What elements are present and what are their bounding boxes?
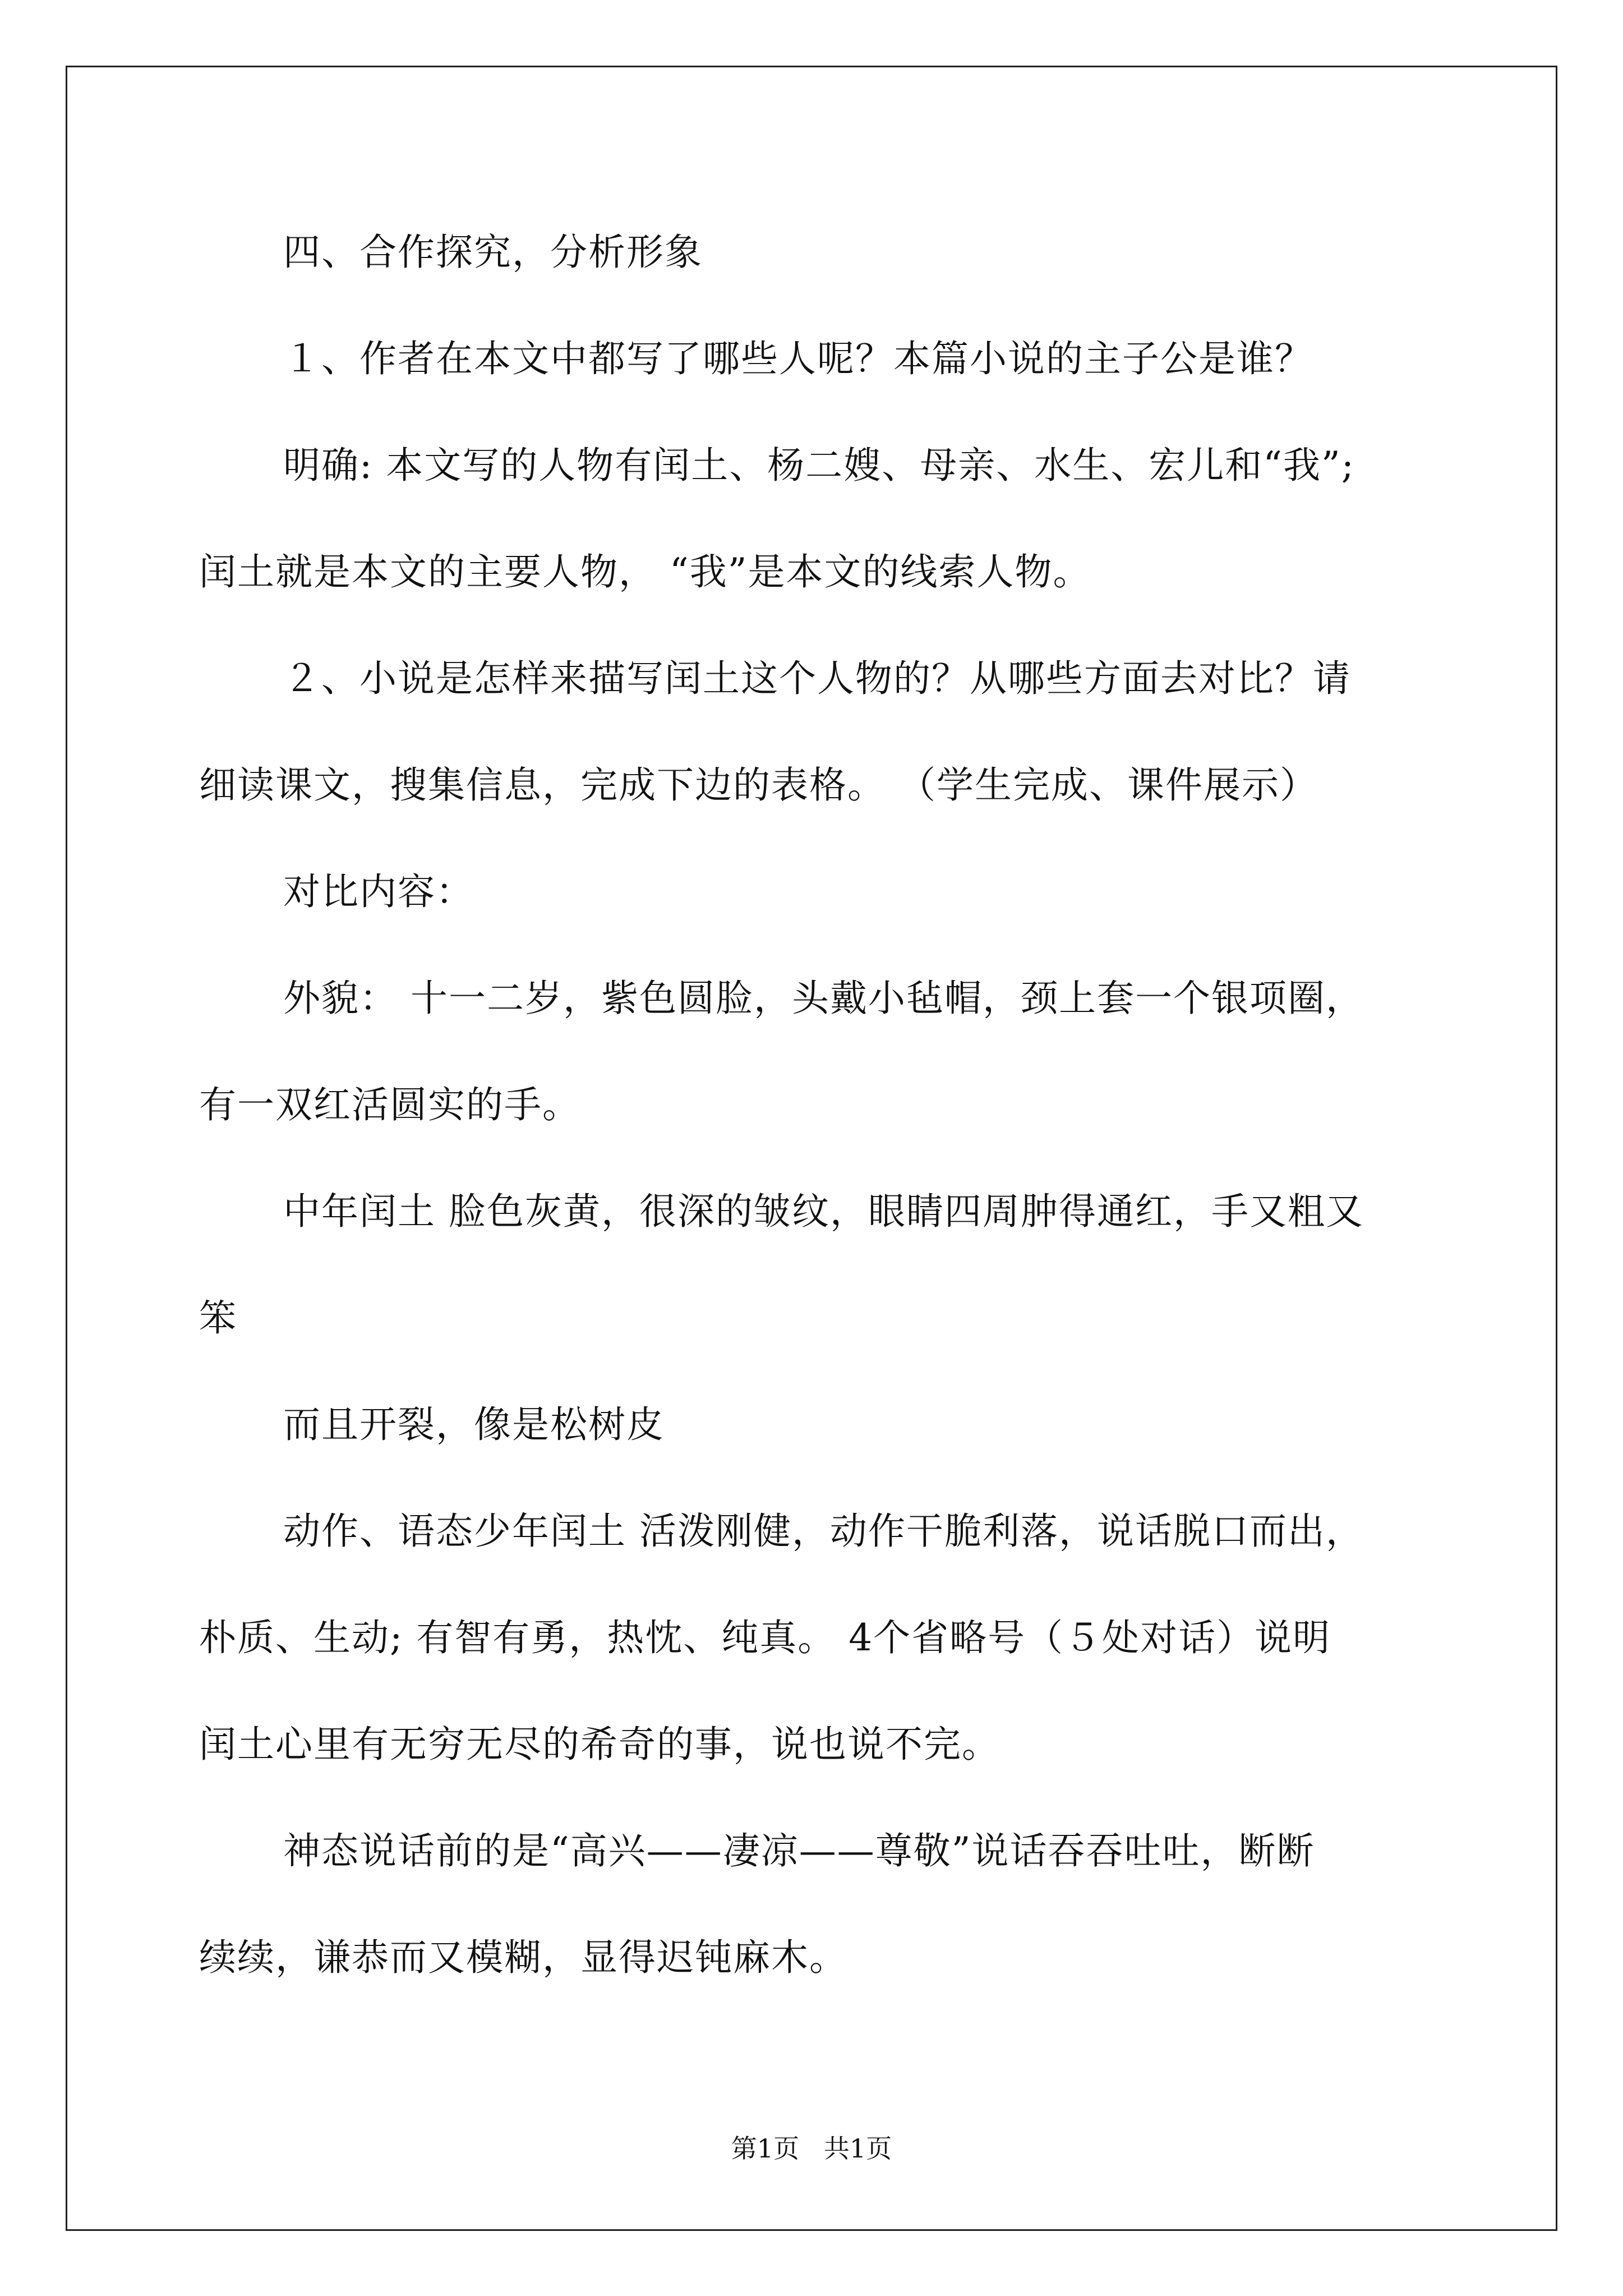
page-number-footer: 第1页 共1页 bbox=[731, 2133, 892, 2164]
middle-aged-line-1: 中年闰土 脸色灰黄，很深的皱纹，眼睛四周肿得通红，手又粗又 bbox=[283, 1190, 1364, 1233]
answer-line-2: 闰土就是本文的主要人物， “我”是本文的线索人物。 bbox=[199, 550, 1091, 593]
action-line-3: 闰土心里有无穷无尽的希奇的事，说也说不完。 bbox=[199, 1723, 1000, 1766]
question-1: １、作者在本文中都写了哪些人呢？本篇小说的主子公是谁？ bbox=[283, 337, 1313, 380]
question-2-line-1: ２、小说是怎样来描写闰土这个人物的？从哪些方面去对比？请 bbox=[283, 657, 1351, 700]
expression-line-2: 续续，谦恭而又模糊，显得迟钝麻木。 bbox=[199, 1936, 847, 1979]
action-line-2: 朴质、生动; 有智有勇，热忱、纯真。 4个省略号（５处对话）说明 bbox=[199, 1616, 1331, 1659]
page-border bbox=[66, 66, 1557, 2231]
comparison-heading: 对比内容： bbox=[283, 870, 474, 913]
section-heading: 四、合作探究，分析形象 bbox=[283, 231, 703, 274]
appearance-line-1: 外貌： 十一二岁，紫色圆脸，头戴小毡帽，颈上套一个银项圈， bbox=[283, 977, 1364, 1020]
expression-line-1: 神态说话前的是“高兴——凄凉——尊敬”说话吞吞吐吐，断断 bbox=[283, 1829, 1315, 1872]
appearance-line-2: 有一双红活圆实的手。 bbox=[199, 1083, 580, 1126]
question-2-line-2: 细读课文，搜集信息，完成下边的表格。 （学生完成、课件展示） bbox=[199, 763, 1318, 807]
answer-line-1: 明确: 本文写的人物有闰土、杨二嫂、母亲、水生、宏儿和“我”; bbox=[283, 444, 1355, 487]
middle-aged-line-2: 笨 bbox=[199, 1296, 237, 1340]
action-line-1: 动作、语态少年闰土 活泼刚健，动作干脆利落，说话脱口而出， bbox=[283, 1510, 1364, 1553]
middle-aged-line-3: 而且开裂，像是松树皮 bbox=[283, 1403, 665, 1446]
